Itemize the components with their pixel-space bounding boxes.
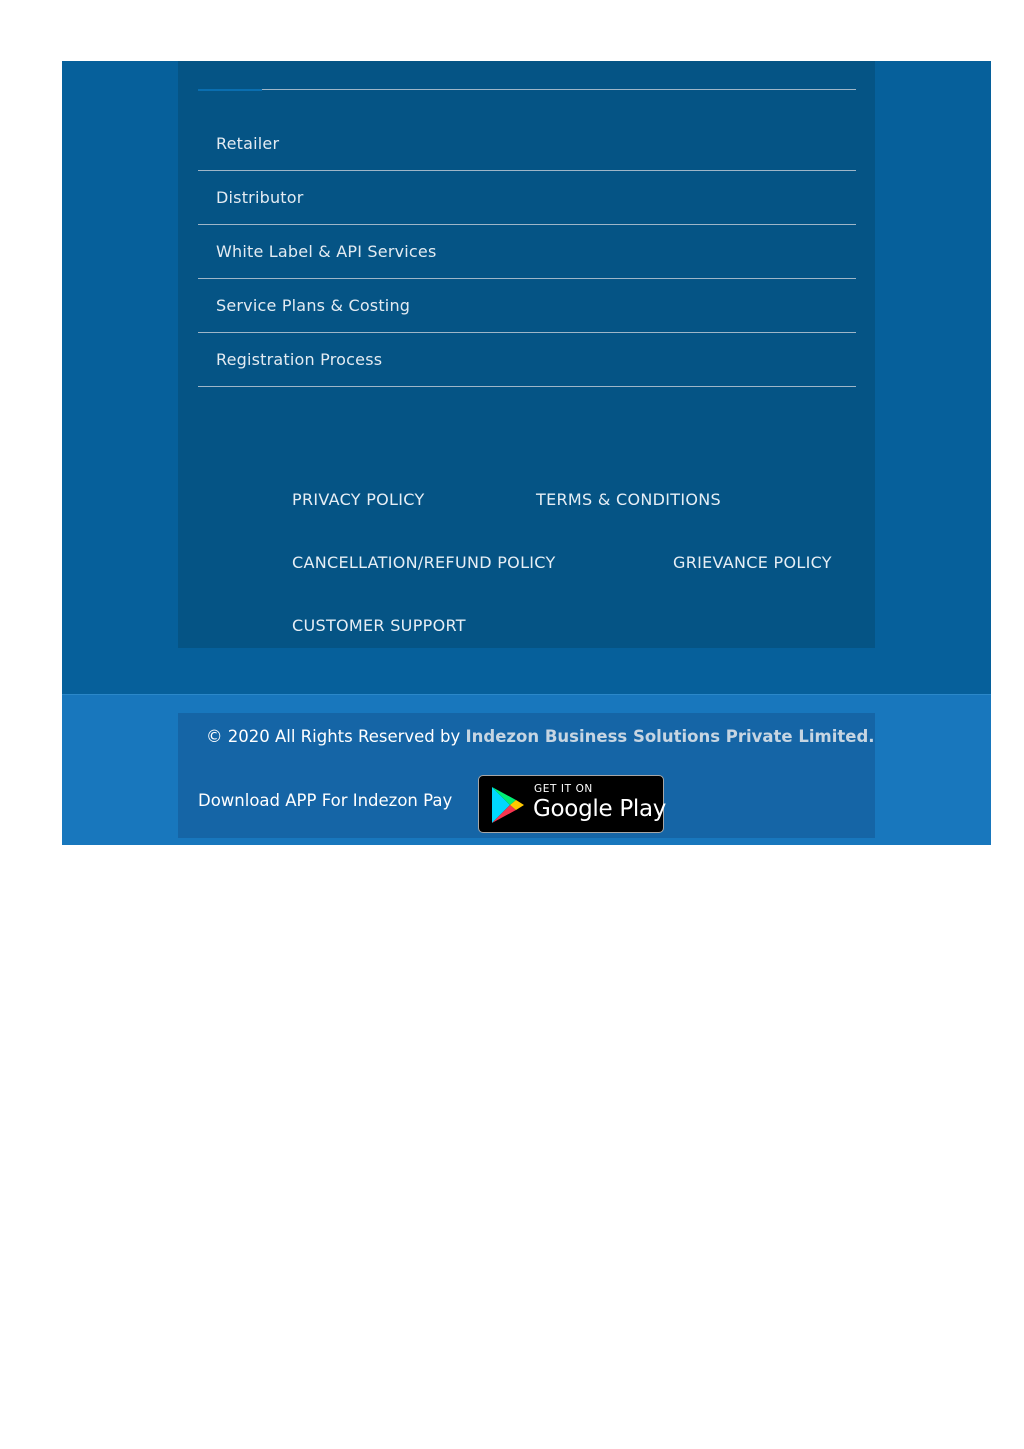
footer-top [62,61,991,694]
badge-get-it-on: GET IT ON [534,783,593,795]
company-link[interactable]: Indezon Business Solutions Private Limited. [465,727,875,746]
menu-item-label[interactable]: Retailer [216,134,280,153]
copyright-prefix: © 2020 All Rights Reserved by [206,727,461,746]
menu-item-label[interactable]: Registration Process [216,350,383,369]
menu-item-service-plans[interactable] [198,279,856,333]
privacy-policy-link[interactable]: PRIVACY POLICY [292,490,425,509]
menu-item-distributor[interactable] [198,171,856,225]
menu-item-retailer[interactable] [198,117,856,171]
divider-accent [198,89,262,91]
grievance-policy-link[interactable]: GRIEVANCE POLICY [673,553,832,572]
terms-conditions-link[interactable]: TERMS & CONDITIONS [536,490,721,509]
download-app-label: Download APP For Indezon Pay [198,791,453,810]
footer-bottom [62,694,991,845]
copyright-text [206,727,875,746]
services-menu [198,117,856,387]
divider [198,89,856,90]
google-play-triangle-icon [490,786,526,824]
refund-policy-link[interactable]: CANCELLATION/REFUND POLICY [292,553,556,572]
badge-google-play: Google Play [533,796,667,822]
menu-item-registration[interactable] [198,333,856,387]
footer-links-panel [178,61,875,648]
menu-item-label[interactable]: Service Plans & Costing [216,296,411,315]
google-play-badge[interactable] [478,775,667,833]
menu-item-white-label-api[interactable] [198,225,856,279]
copyright-panel [178,713,875,838]
customer-support-link[interactable]: CUSTOMER SUPPORT [292,616,466,635]
menu-item-label[interactable]: Distributor [216,188,304,207]
menu-item-label[interactable]: White Label & API Services [216,242,437,261]
